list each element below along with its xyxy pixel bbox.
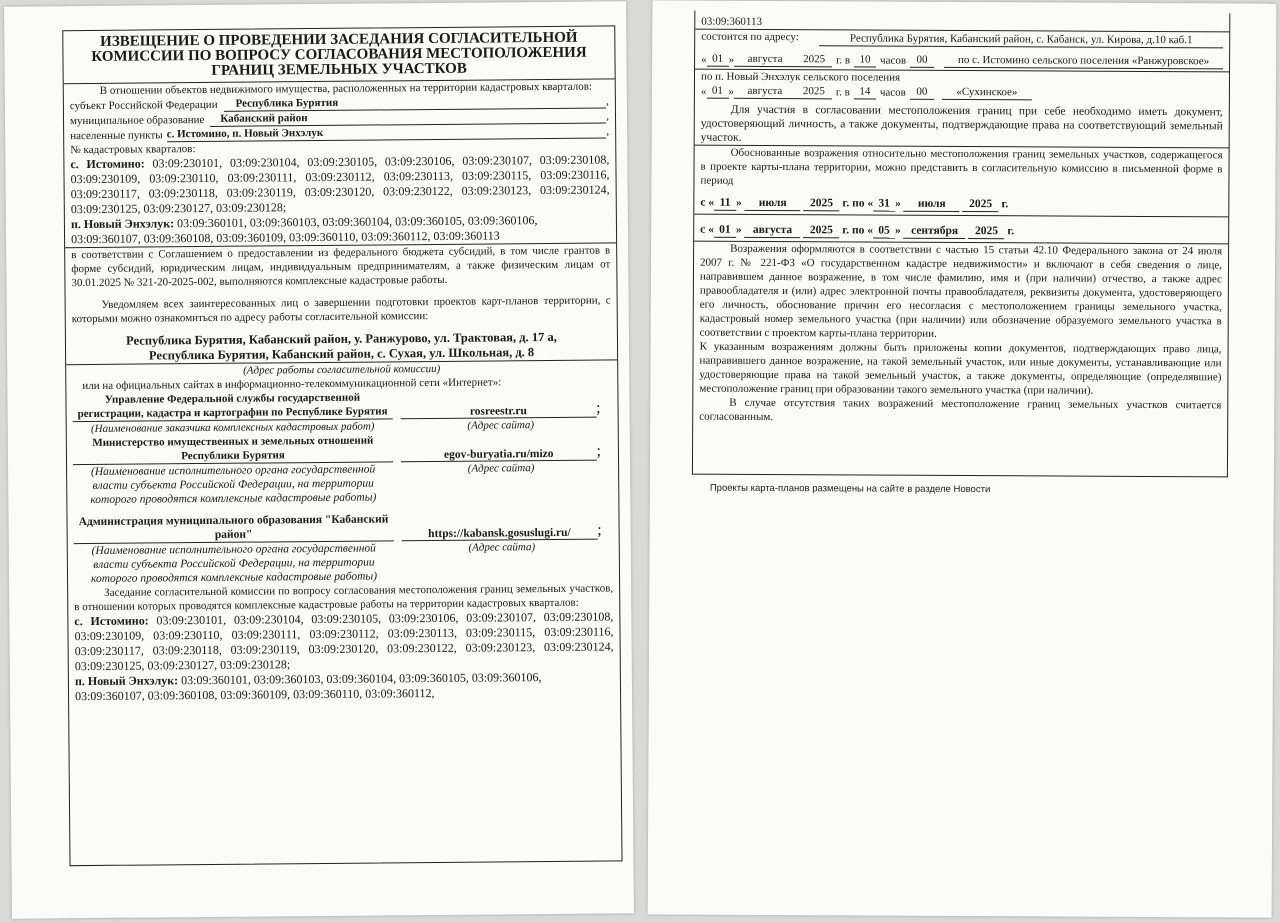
m2-hour: 14 bbox=[854, 84, 876, 99]
m1-min: 00 bbox=[910, 53, 934, 68]
quote: » bbox=[895, 197, 901, 210]
enhaluk-label: п. Новый Энхэлук: bbox=[70, 216, 175, 232]
m2-place: по п. Новый Энхэлук сельского поселения bbox=[700, 70, 901, 84]
m2-hours-label: часов bbox=[879, 86, 906, 99]
mo-value: Кабанский район bbox=[210, 108, 606, 126]
m2-year: 2025 bbox=[796, 84, 832, 99]
venue-row bbox=[701, 30, 1223, 49]
org3-site[interactable]: https://kabansk.gosuslugi.ru/ bbox=[402, 527, 598, 542]
istomino-list-2: 03:09:230101, 03:09:230104, 03:09:230105, 03:09:230106, 03:09:230107, 03:09:230108, 03:09:230109, 03:09:230110, 03:09:230111, 03:09:230112, 03:09:230113, 03:09:230115, 03:09:230116, 03:09:230117, 03:09:230118, 03:09:230119, 03:09:230120, 03:09:230122, 03:09:230123, 03:09:230124, 03:09:230125, 03:09:230127, 03:09:230128; bbox=[74, 609, 614, 674]
m1-hours-label: часов bbox=[880, 54, 907, 67]
enhaluk-block bbox=[71, 212, 610, 247]
org2-site[interactable]: egov-buryatia.ru/mizo bbox=[401, 448, 597, 463]
venue-label: состоится по адресу: bbox=[701, 30, 799, 44]
period-prefix: с « bbox=[700, 196, 715, 209]
p2-from-day: 01 bbox=[714, 223, 736, 238]
attach-text: К указанным возражениям должны быть приложены копии документов, подтверждающих право лица, направившего данное возражение, на такой земельный участок, или иные документы, устанавливающие или удостоверяющие права на такой земельный участок, а также документы, определяющие (определявшие) местоположение границ при образовании такого земельного участка (при наличии). bbox=[699, 340, 1222, 397]
p1-from-day: 11 bbox=[714, 196, 736, 211]
m1-hour: 10 bbox=[854, 52, 876, 67]
notify-text: Уведомляем всех заинтересованных лиц о завершении подготовки проектов карт-планов территории, с которыми можно ознакомиться по адресу работы согласительной комиссии: bbox=[71, 294, 611, 326]
period-mid: г. по « bbox=[842, 224, 874, 237]
period-1 bbox=[700, 196, 1222, 214]
m2-settlement: «Сухинское» bbox=[942, 85, 1032, 100]
meeting-text: Заседание согласительной комиссии по вопросу согласования местоположения границ земельных участков, в отношении которых проводятся комплексные кадастровые работы на территории кадастровых кварталов: bbox=[74, 582, 614, 614]
participation-text: Для участия в согласовании местоположения границ при себе необходимо иметь документ, удостоверяющий личность, а также документы, подтверждающие права на соответствующий земельный участок. bbox=[700, 103, 1223, 144]
meeting2-row bbox=[701, 84, 1223, 102]
site-caption: (Адрес сайта) bbox=[468, 541, 536, 554]
istomino-label: с. Истомино: bbox=[74, 613, 149, 629]
m2-year-suffix: г. в bbox=[835, 86, 850, 99]
org1-site[interactable]: rosreestr.ru bbox=[401, 405, 597, 420]
right-page bbox=[648, 0, 1277, 917]
p2-from-month: августа bbox=[745, 223, 801, 238]
notice-frame-right bbox=[692, 11, 1230, 478]
m2-day: 01 bbox=[706, 84, 728, 99]
org3-row bbox=[73, 510, 612, 544]
top-code: 03:09:360113 bbox=[701, 15, 763, 28]
address-caption: (Адрес работы согласительной комиссии) bbox=[243, 362, 441, 377]
quote: » bbox=[894, 224, 901, 237]
istomino-list: 03:09:230101, 03:09:230104, 03:09:230105, 03:09:230106, 03:09:230107, 03:09:230108, 03:09:230109, 03:09:230110, 03:09:230111, 03:09:230112, 03:09:230113, 03:09:230115, 03:09:230116, 03:09:230117, 03:09:230118, 03:09:230119, 03:09:230120, 03:09:230122, 03:09:230123, 03:09:230124, 03:09:230125, 03:09:230127, 03:09:230128; bbox=[70, 152, 610, 217]
m2-month: августа bbox=[734, 84, 796, 99]
absence-text: В случае отсутствия таких возражений местоположение границ земельных участков считается согласованным. bbox=[699, 396, 1222, 424]
org2-row bbox=[73, 431, 612, 465]
venue-address: Республика Бурятия, Кабанский район, с. Кабанск, ул. Кирова, д.10 каб.1 bbox=[819, 31, 1223, 48]
quote: » bbox=[728, 85, 734, 98]
org1-caption: (Наименование заказчика комплексных кадастровых работ) bbox=[90, 420, 375, 435]
p2-to-year: 2025 bbox=[968, 224, 1004, 239]
org3-caption-row bbox=[74, 539, 613, 586]
istomino-label: с. Истомино: bbox=[70, 156, 145, 172]
subject-row: субъект Российской Федерации Республика Бурятия , bbox=[69, 95, 609, 113]
mo-label: муниципальное образование bbox=[69, 113, 205, 128]
org2-name: Министерство имущественных и земельных отношений Республики Бурятия bbox=[73, 433, 393, 465]
p1-from-year: 2025 bbox=[804, 196, 840, 211]
quote: » bbox=[728, 53, 735, 66]
p2-to-month: сентября bbox=[904, 224, 966, 239]
m1-place: по с. Истомино сельского поселения «Ранжуровское» bbox=[944, 53, 1223, 69]
site-caption: (Адрес сайта) bbox=[467, 462, 535, 475]
m1-day: 01 bbox=[707, 52, 729, 67]
m2-min: 00 bbox=[910, 85, 934, 100]
intro-text: В отношении объектов недвижимого имущества, расположенных на территории кадастровых кварталов: bbox=[99, 80, 592, 97]
contract-text: в соответствии с Соглашением о предоставлении из федерального бюджета субсидий, в том числе грантов в форме субсидий, юридическим лицам, индивидуальным предпринимателям, а также физическим лицам от 30.01.2025 № 321-20-2025-002, выполняются комплексные кадастровые работы. bbox=[71, 244, 611, 290]
org2-caption-row bbox=[73, 460, 612, 507]
left-page bbox=[4, 1, 634, 918]
objections-intro: Обоснованные возражения относительно местоположения границ земельных участков, содержащегося в проекте карты-плана территории, можно представить в согласительную комиссию в письменной форме в период bbox=[700, 146, 1223, 187]
period-2 bbox=[700, 223, 1222, 241]
p1-to-year: 2025 bbox=[963, 197, 999, 212]
period-prefix: с « bbox=[700, 223, 714, 236]
semicolon: ; bbox=[596, 442, 602, 460]
quote: « bbox=[701, 53, 707, 66]
org3-name: Администрация муниципального образования "Кабанский район" bbox=[73, 512, 393, 544]
m1-year: 2025 bbox=[796, 52, 832, 67]
p2-from-year: 2025 bbox=[803, 223, 839, 238]
org2-caption: (Наименование исполнительного органа государственной власти субъекта Российской Федерации, на территории которого проводятся комплексные кадастровые работы) bbox=[90, 463, 377, 506]
quote: » bbox=[735, 223, 742, 236]
p1-from-month: июля bbox=[745, 196, 801, 211]
org1-name: Управление Федеральной службы государственной регистрации, кадастра и картографии по Республике Бурятия bbox=[72, 390, 392, 422]
istomino-block bbox=[70, 152, 610, 217]
quote: » bbox=[736, 196, 742, 209]
period-mid: г. по « bbox=[842, 197, 874, 210]
quote: « bbox=[700, 85, 707, 98]
np-label: населенные пункты bbox=[70, 129, 163, 143]
period-end: г. bbox=[1007, 225, 1015, 238]
org3-caption: (Наименование исполнительного органа государственной власти субъекта Российской Федерации, на территории которого проводятся комплексные кадастровые работы) bbox=[90, 542, 378, 585]
meeting1-row bbox=[701, 52, 1223, 70]
m1-month: августа bbox=[734, 52, 796, 67]
enhaluk-list: 03:09:360101, 03:09:360103, 03:09:360104, 03:09:360105, 03:09:360106, 03:09:360107, 03:09:360108, 03:09:360109, 03:09:360110, 03:09:360112, 03:09:360113 bbox=[71, 213, 538, 247]
cad-label: № кадастровых кварталов: bbox=[70, 143, 196, 157]
p2-to-day: 05 bbox=[873, 224, 895, 239]
notice-frame-left bbox=[62, 25, 622, 866]
np-row: населенные пункты с. Истомино, п. Новый Энхэлук , bbox=[70, 125, 610, 143]
p1-to-month: июля bbox=[904, 197, 960, 212]
np-value: с. Истомино, п. Новый Энхэлук bbox=[167, 123, 607, 142]
subject-value: Республика Бурятия bbox=[223, 93, 606, 111]
m1-year-suffix: г. в bbox=[836, 54, 851, 67]
period-end: г. bbox=[1001, 198, 1009, 211]
commission-address-2: Республика Бурятия, Кабанский район, с. Сухая, ул. Школьная, д. 8 bbox=[148, 345, 535, 363]
mo-row: муниципальное образование Кабанский район , bbox=[69, 110, 610, 128]
notice-title: ИЗВЕЩЕНИЕ О ПРОВЕДЕНИИ ЗАСЕДАНИЯ СОГЛАСИТЕЛЬНОЙ КОМИССИИ ПО ВОПРОСУ СОГЛАСОВАНИЯ МЕСТОПОЛОЖЕНИЯ ГРАНИЦ ЗЕМЕЛЬНЫХ УЧАСТКОВ bbox=[91, 29, 587, 79]
enhaluk-list-2: 03:09:360101, 03:09:360103, 03:09:360104, 03:09:360105, 03:09:360106, 03:09:360107, 03:09:360108, 03:09:360109, 03:09:360110, 03:09:360112, bbox=[74, 670, 542, 704]
org1-row bbox=[72, 388, 611, 422]
subject-label: субъект Российской Федерации bbox=[69, 98, 218, 113]
enhaluk-block-2 bbox=[75, 669, 614, 704]
semicolon: ; bbox=[596, 399, 601, 417]
commission-address-1: Республика Бурятия, Кабанский район, у. Ранжурово, ул. Трактовая, д. 17 а, bbox=[126, 329, 557, 348]
semicolon: ; bbox=[597, 521, 602, 539]
sites-intro: или на официальных сайтах в информационно-телекоммуникационной сети «Интернет»: bbox=[82, 376, 502, 393]
site-caption: (Адрес сайта) bbox=[467, 419, 535, 432]
law-text: Возражения оформляются в соответствии с частью 15 статьи 42.10 Федерального закона от 24 июля 2007 г. № 221-ФЗ «О государственном кадастре недвижимости» и включают в себя сведения о лице, направившем данное возражение, в том числе фамилию, имя и (при наличии) отчество, а также адрес правообладателя и (или) адрес электронной почты правообладателя, реквизиты документа, удостоверяющего его личность, обоснование причин его несогласия с местоположением границы земельного участка, кадастровый номер земельного участка (при наличии) или обозначение образуемого земельного участка в соответствии с проектом карты-плана территории. bbox=[699, 242, 1223, 340]
istomino-block-2 bbox=[74, 609, 614, 674]
footer-note: Проекты карта-планов размещены на сайте в разделе Новости bbox=[709, 482, 991, 496]
enhaluk-label: п. Новый Энхэлук: bbox=[74, 673, 179, 689]
p1-to-day: 31 bbox=[873, 197, 895, 212]
